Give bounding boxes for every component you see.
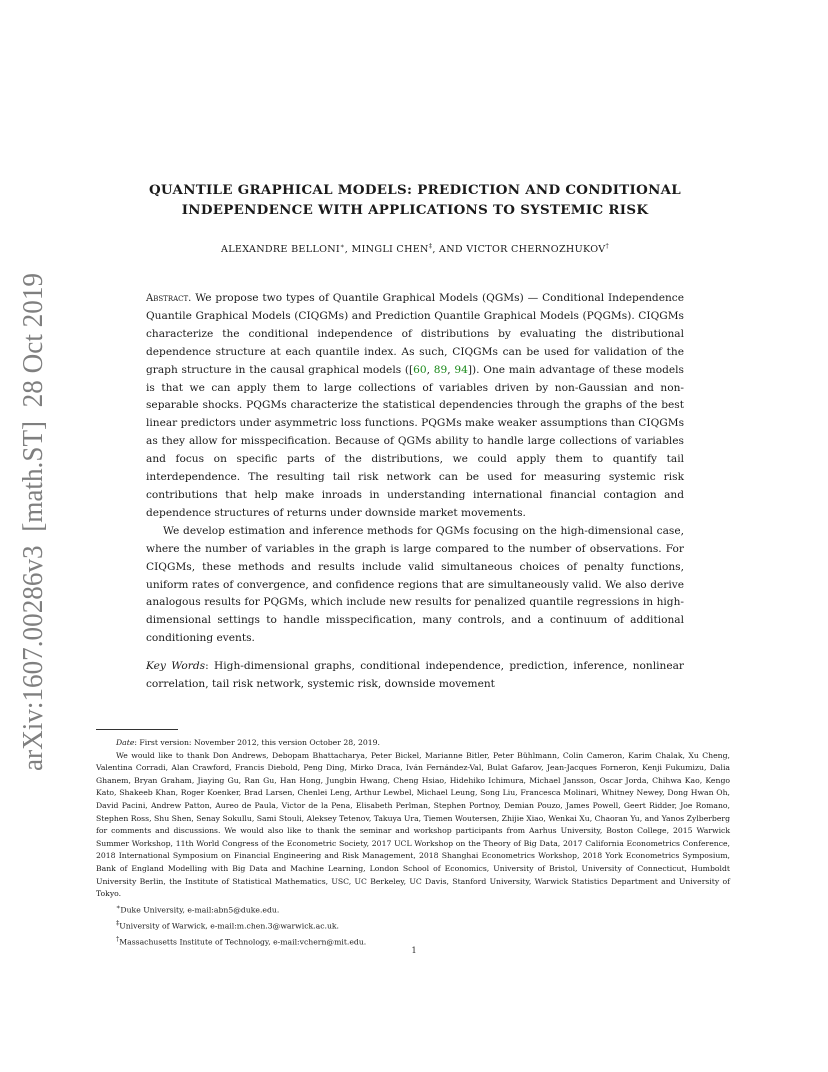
citation-separator: , bbox=[447, 363, 455, 376]
arxiv-identifier-stamp bbox=[0, 0, 60, 1072]
author-separator: , AND bbox=[432, 244, 467, 256]
footnote-text: Massachusetts Institute of Technology, e-mail:vchern@mit.edu. bbox=[119, 937, 367, 947]
footnote-date bbox=[96, 737, 730, 750]
abstract-paragraph-2: We develop estimation and inference methods for QGMs focusing on the high-dimensional case, where the number of variables in the graph is large compared to the number of observations. For CIQGMs, these methods and results include valid simultaneous choices of penalty functions, uniform rates of convergence, and confidence regions that are simultaneously valid. We also derive analogous results for PQGMs, which include new results for penalized quantile regressions in high-dimensional settings to handle misspecification, many controls, and a continuum of additional conditioning events. bbox=[146, 524, 684, 645]
keywords-label: Key Words bbox=[146, 660, 206, 672]
keywords bbox=[146, 658, 684, 694]
author-list bbox=[110, 242, 720, 255]
paper-title bbox=[110, 180, 720, 220]
author-name: VICTOR CHERNOZHUKOV bbox=[466, 244, 606, 256]
abstract-text: We propose two types of Quantile Graphical Models (QGMs) — Conditional Independence Quantile Graphical Models (CIQGMs) and Prediction Quantile Graphical Models (PQGMs). CIQGMs characterize the conditional independence of distributions by evaluating the distributional dependence structure at each quantile index. As such, CIQGMs can be used for validation of the graph structure in the causal graphical models ([ bbox=[146, 292, 684, 376]
title-line-1: QUANTILE GRAPHICAL MODELS: PREDICTION AND CONDITIONAL bbox=[148, 182, 682, 198]
citation-link[interactable]: 60 bbox=[413, 363, 427, 376]
author-footnote-marker: ∗ bbox=[340, 242, 345, 250]
date-text: : First version: November 2012, this version October 28, 2019. bbox=[134, 738, 381, 747]
footnote-marker: ∗ bbox=[116, 902, 121, 911]
author-name: MINGLI CHEN bbox=[351, 244, 429, 256]
title-line-2: INDEPENDENCE WITH APPLICATIONS TO SYSTEMIC RISK bbox=[181, 202, 649, 218]
footnote-text: University of Warwick, e-mail:m.chen.3@warwick.ac.uk. bbox=[119, 921, 339, 931]
keywords-text: : High-dimensional graphs, conditional independence, prediction, inference, nonlinear correlation, tail risk network, systemic risk, downside movement bbox=[146, 660, 684, 690]
footnote-text: Duke University, e-mail:abn5@duke.edu. bbox=[120, 905, 280, 915]
author-name: ALEXANDRE BELLONI bbox=[221, 244, 341, 256]
citation-link[interactable]: 89 bbox=[433, 363, 448, 376]
citation-link[interactable]: 94 bbox=[454, 363, 468, 376]
footnote-marker: ‡ bbox=[116, 918, 120, 927]
footnote-marker: † bbox=[116, 935, 120, 944]
abstract-label: Abstract. bbox=[146, 293, 192, 304]
footnotes bbox=[96, 737, 730, 949]
abstract bbox=[146, 290, 684, 648]
footnote-rule bbox=[96, 729, 178, 730]
footnote-affiliation bbox=[96, 917, 730, 933]
citation-separator: , bbox=[426, 363, 434, 376]
acknowledgements: We would like to thank Don Andrews, Debopam Bhattacharya, Peter Bickel, Marianne Bitler, Peter Bühlmann, Colin Cameron, Karim Chalak, Xu Cheng, Valentina Corradi, Alan Crawford, Francis Diebold, Peng Ding, Mirko Draca, Iván Fernández-Val, Bulat Gafarov, Jean-Jacques Forneron, Kenji Fukumizu, Dalia Ghanem, Bryan Graham, Jiaying Gu, Ran Gu, Han Hong, Jungbin Hwang, Cheng Hsiao, Hidehiko Ichimura, Michael Jansson, Oscar Jorda, Chihwa Kao, Kengo Kato, Shakeeb Khan, Roger Koenker, Brad Larsen, Chenlei Leng, Arthur Lewbel, Michael Leung, Song Liu, Francesca Molinari, Whitney Newey, Dong Hwan Oh, David Pacini, Andrew Patton, Aureo de Paula, Victor de la Pena, Elisabeth Perlman, Stephen Portnoy, Demian Pouzo, James Powell, Geert Ridder, Joe Romano, Stephen Ross, Shu Shen, Senay Sokullu, Sami Stouli, Aleksey Tetenov, Takuya Ura, Tiemen Woutersen, Zhijie Xiao, Wenkai Xu, Chaoran Yu, and Yanos Zylberberg for comments and discussions. We would also like to thank the seminar and workshop participants from Aarhus University, Boston College, 2015 Warwick Summer Workshop, 11th World Congress of the Econometric Society, 2017 UCL Workshop on the Theory of Big Data, 2017 California Econometrics Conference, 2018 International Symposium on Financial Engineering and Risk Management, 2018 Shanghai Econometrics Workshop, 2018 York Econometrics Symposium, Bank of England Modelling with Big Data and Machine Learning, London School of Economics, University of Bristol, University of Connecticut, Humboldt University Berlin, the Institute of Statistical Mathematics, USC, UC Berkeley, UC Davis, Stanford University, Warwick Statistics Department and University of Tokyo. bbox=[96, 750, 730, 899]
page-number: 1 bbox=[411, 946, 417, 955]
arxiv-identifier-text: arXiv:1607.00286v3 [math.ST] 28 Oct 2019 bbox=[17, 239, 49, 771]
author-footnote-marker: ‡ bbox=[428, 242, 433, 250]
footnote-affiliation bbox=[96, 901, 730, 917]
abstract-text: ]). One main advantage of these models is that we can apply them to large collections of variables driven by non-Gaussian and non-separable shocks. PQGMs characterize the statistical dependencies through the graphs of the best linear predictors under asymmetric loss functions. PQGMs make weaker assumptions than CIQGMs as they allow for misspecification. Because of QGMs ability to handle large collections of variables and focus on specific parts of the distributions, we could apply them to quantify tail interdependence. The resulting tail risk network can be used for measuring systemic risk contributions that help make inroads in understanding international financial contagion and dependence structures of returns under downside market movements. bbox=[146, 363, 685, 519]
abstract-paragraph-1 bbox=[146, 290, 684, 523]
date-label: Date bbox=[116, 738, 135, 747]
author-footnote-marker: † bbox=[605, 242, 609, 250]
author-separator: , bbox=[344, 244, 352, 256]
arxiv-identifier-svg bbox=[0, 0, 60, 1072]
